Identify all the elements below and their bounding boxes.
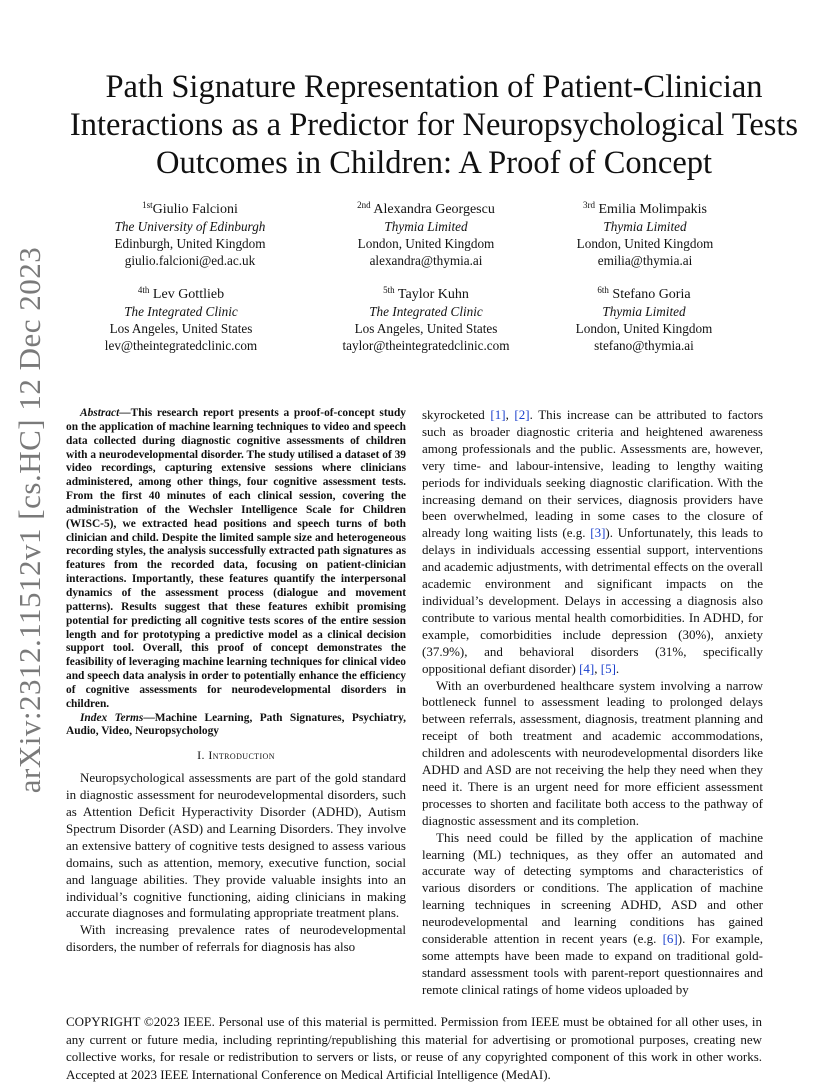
author-name: Alexandra Georgescu [373, 202, 495, 217]
author-affiliation: Thymia Limited [384, 219, 468, 234]
copyright-notice: COPYRIGHT ©2023 IEEE. Personal use of this material is permitted. Permission from IEEE must be obtained for all other uses, in any current or future media, including reprinting/republishing this material for advertising or promotional purposes, creating new collective works, for resale or redistribution to servers or lists, or reuse of any copyrighted component of this work in other works. Accepted at 2023 IEEE International Conference on Medical Artificial Intelligence (MedAI). [66, 1014, 762, 1082]
section-number: I. [197, 748, 205, 763]
arxiv-stamp [6, 246, 54, 794]
abstract: Abstract—This research report presents a proof-of-concept study on the application of machine learning techniques to video and speech data collected during diagnostic cognitive assessments of children with a neurodevelopmental disorder. The study utilised a dataset of 39 video recordings, capturing extensive sessions where clinicians administered, among other things, four cognitive assessment tests. From the first 40 minutes of each clinical session, covering the administration of the Wechsler Intelligence Scale for Children (WISC-5), we extracted head positions and speech turns of both clinician and child. Despite the limited sample size and heterogeneous recording styles, the analysis successfully extracted path signatures as features from the recorded data, focusing on patient-clinician interactions. Importantly, these features quantify the interpersonal dynamics of the assessment process (dialogue and movement patterns). Results suggest that these features exhibit promising potential for predicting all cognitive tests scores of the entire session length and for prototyping a predictive model as a clinical decision support tool. Overall, this proof of concept demonstrates the feasibility of leveraging machine learning techniques for clinical video and speech data analysis in order to potentially enhance the efficiency of cognitive assessments for neurodevelopmental disorders in children. [66, 407, 406, 710]
index-terms-label: Index Terms [80, 711, 144, 724]
author-affiliation: Thymia Limited [602, 304, 686, 319]
author-affiliation: The University of Edinburgh [114, 219, 266, 234]
citation-link[interactable]: [2] [514, 407, 530, 422]
left-column [66, 407, 406, 956]
index-terms-text: Machine Learning, Path Signatures, Psychiatry, Audio, Video, Neuropsychology [66, 711, 406, 738]
author-email[interactable]: alexandra@thymia.ai [369, 253, 483, 268]
author-name: Lev Gottlieb [152, 287, 225, 302]
author-name: Taylor Kuhn [397, 287, 469, 302]
author-affiliation: The Integrated Clinic [124, 304, 238, 319]
author-name: Stefano Goria [612, 287, 691, 302]
section-heading [66, 747, 406, 764]
paper-title: Path Signature Representation of Patient-Clinician Interactions as a Predictor for Neuropsychological Tests Outcomes in Children: A Proof of Concept [69, 69, 799, 181]
paragraph: Neuropsychological assessments are part of the gold standard in diagnostic assessment for neurodevelopmental disorders, such as Attention Deficit Hyperactivity Disorder (ADHD), Autism Spectrum Disorder (ASD) and Learning Disorders. They involve an extensive battery of cognitive tests designed to assess various domains, such as attention, memory, executive function, social and language abilities. They provide valuable insights into an individual’s cognitive functioning, aiding clinicians in making accurate diagnoses and formulating appropriate treatment plans. [66, 770, 406, 921]
author-ordinal: 5th [383, 285, 395, 295]
citation-link[interactable]: [5] [600, 660, 616, 676]
author-block [550, 201, 740, 269]
author-block [544, 286, 744, 354]
abstract-text: This research report presents a proof-of-concept study on the application of machine learning techniques to video and speech data collected during diagnostic cognitive assessments of children with a neurodevelopmental disorder. The study utilised a dataset of 39 video recordings, capturing extensive sessions where clinicians administered, among other things, four cognitive assessment tests. From the first 40 minutes of each clinical session, covering the administration of the Wechsler Intelligence Scale for Children (WISC-5), we extracted head positions and speech turns of both clinician and child. Despite the limited sample size and heterogeneous recording styles, the analysis successfully extracted path signatures as features from the recorded data, focusing on patient-clinician interactions. Importantly, these features quantify the interpersonal dynamics of the assessment process (dialogue and movement patterns). Results suggest that these features exhibit promising potential for predicting all cognitive tests scores of the entire session length and for prototyping a predictive model as a clinical decision support tool. Overall, this proof of concept demonstrates the feasibility of leveraging machine learning techniques for clinical video and speech data analysis in order to potentially enhance the efficiency of cognitive assessments for neurodevelopmental disorders in children. [66, 407, 406, 710]
citation-link[interactable]: [3] [590, 525, 606, 541]
index-terms: Index Terms—Machine Learning, Path Signatures, Psychiatry, Audio, Video, Neuropsychology [66, 711, 406, 738]
citation-link[interactable]: [6] [662, 931, 678, 947]
section-title: Introduction [208, 748, 275, 763]
author-ordinal: 6th [597, 285, 609, 295]
paragraph: This need could be filled by the application of machine learning (ML) techniques, as they offer an automated and accurate way of detecting symptoms and characteristics of various disorders or conditions. The application of machine learning techniques in screening ADHD, ASD and other neurodevelopmental and learning conditions has gained considerable attention in recent years (e.g. [6]). For example, some attempts have been made to expand on traditional gold-standard assessment tools with parent-report questionnaires and remote clinical ratings of home videos uploaded by [422, 829, 764, 997]
author-location: Los Angeles, United States [354, 321, 498, 336]
author-affiliation: The Integrated Clinic [369, 304, 483, 319]
paragraph: With increasing prevalence rates of neurodevelopmental disorders, the number of referrals for diagnosis has also [66, 922, 406, 955]
author-ordinal: 3rd [583, 200, 595, 210]
author-block [326, 286, 526, 354]
author-email[interactable]: lev@theintegratedclinic.com [104, 338, 258, 353]
author-email[interactable]: giulio.falcioni@ed.ac.uk [124, 253, 256, 268]
author-email[interactable]: emilia@thymia.ai [597, 253, 693, 268]
author-email[interactable]: taylor@theintegratedclinic.com [342, 338, 510, 353]
author-location: London, United Kingdom [357, 236, 495, 251]
author-affiliation: Thymia Limited [603, 219, 687, 234]
paragraph: With an overburdened healthcare system involving a narrow bottleneck funnel to assessment leading to prolonged delays between referrals, assessment, diagnosis, treatment planning and receipt of both treatment and academic accommodations, children and adolescents with neurodevelopmental disorders like ADHD and ASD are not receiving the help they need when they need it. There is an urgent need for more efficient assessment processes to shorten and facilitate both access to the pathway of diagnostic assessment and its completion. [422, 677, 763, 828]
author-ordinal: 1st [142, 200, 153, 210]
author-location: London, United Kingdom [575, 321, 713, 336]
paragraph: skyrocketed [1], [2]. This increase can be attributed to factors such as broader diagnostic criteria and heightened awareness among professionals and the public. Assessments are, however, very time- and labour-intensive, leading to lengthy waiting periods for individuals seeking diagnostic clarification. With the increasing demand on their services, diagnosis providers have been overwhelmed, leading in some cases to the closure of already long waiting lists (e.g. [3]). Unfortunately, this leads to delays in individuals accessing essential support, interventions and academic adjustments, with detrimental effects on the overall academic environment and significant impacts on the individual’s development. Delays in accessing a diagnosis also contribute to various mental health comorbidities. In ADHD, for example, comorbidities include depression (30%), anxiety (37.9%), and behavioral disorders (31%, specifically oppositional defiant disorder) [4], [5]. [422, 407, 764, 676]
author-name: Giulio Falcioni [152, 202, 238, 217]
author-location: Los Angeles, United States [109, 321, 253, 336]
citation-link[interactable]: [4] [579, 660, 595, 676]
author-location: London, United Kingdom [576, 236, 714, 251]
author-ordinal: 4th [137, 285, 150, 295]
abstract-label: Abstract [80, 407, 120, 419]
citation-link[interactable]: [1] [490, 407, 506, 422]
author-block [326, 201, 526, 269]
author-location: Edinburgh, United Kingdom [114, 236, 266, 251]
arxiv-id: arXiv:2312.11512v1 [cs.HC] 12 Dec 2023 [12, 246, 47, 794]
author-block [86, 286, 276, 354]
author-name: Emilia Molimpakis [598, 202, 707, 217]
author-ordinal: 2nd [357, 200, 371, 210]
author-email[interactable]: stefano@thymia.ai [594, 338, 694, 353]
author-block [95, 201, 285, 269]
right-column [422, 407, 763, 999]
